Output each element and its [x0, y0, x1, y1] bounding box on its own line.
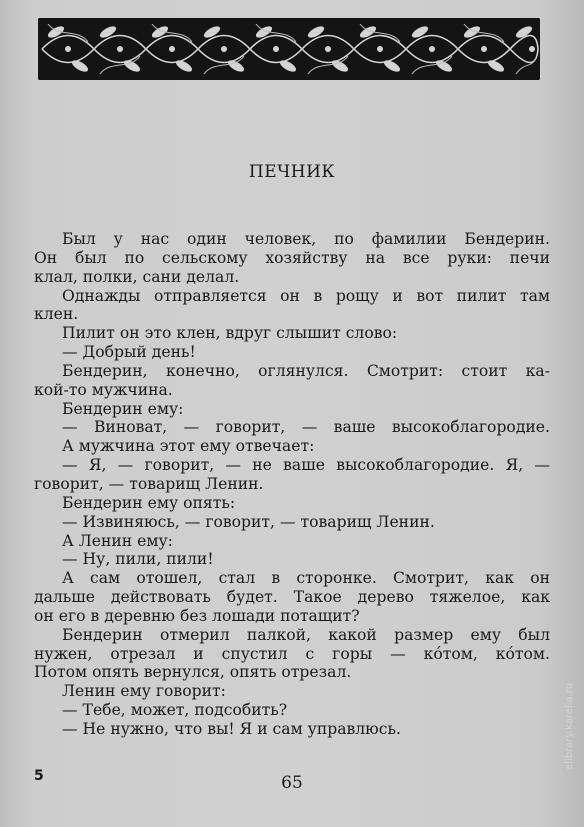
signature-mark: 5: [34, 768, 44, 784]
text-line: Был у нас один человек, по фамилии Бендерин.: [62, 230, 550, 248]
text-line: Ленин ему говорит:: [62, 682, 226, 701]
story-body: [34, 230, 550, 739]
text-line: — Я, — говорит, — не ваше высокоблагородие. Я, —: [62, 456, 550, 475]
text-line: клен.: [34, 305, 79, 324]
text-line: — Извиняюсь, — говорит, — товарищ Ленин.: [62, 512, 435, 531]
watermark: elibrary.karelia.ru: [564, 682, 575, 770]
text-line: А сам отошел, стал в сторонке. Смотрит, как он: [62, 569, 550, 588]
text-line: он его в деревню без лошади потащит?: [34, 606, 360, 625]
text-line: — Не нужно, что вы! Я и сам управлюсь.: [62, 719, 401, 738]
text-line: А мужчина этот ему отвечает:: [62, 437, 315, 456]
ornament-pattern-icon: [38, 18, 540, 80]
story-title: ПЕЧНИК: [248, 162, 336, 182]
text-line: Однажды отправляется он в рощу и вот пилит там: [62, 286, 550, 305]
text-line: Бендерин отмерил палкой, какой размер ему был: [62, 625, 550, 644]
text-line: Пилит он это клен, вдруг слышит слово:: [62, 324, 398, 343]
text-line: говорит, — товарищ Ленин.: [34, 474, 264, 493]
text-line: Он был по сельскому хозяйству на все руки: печи: [34, 248, 550, 267]
text-line: Бендерин ему:: [62, 399, 184, 418]
text-line: нужен, отрезал и спустил с горы — ко́том, ко́том.: [34, 644, 550, 663]
text-line: Потом опять вернулся, опять отрезал.: [34, 663, 352, 682]
page-number: 65: [281, 773, 303, 793]
text-line: дальше действовать будет. Такое дерево тяжелое, как: [34, 588, 550, 607]
text-line: Бендерин, конечно, оглянулся. Смотрит: стоит ка-: [62, 361, 550, 380]
text-line: Бендерин ему опять:: [62, 493, 236, 512]
text-line: А Ленин ему:: [62, 531, 173, 550]
text-line: — Тебе, может, подсобить?: [62, 701, 288, 720]
text-line: кой-то мужчина.: [34, 380, 173, 399]
text-line: — Виноват, — говорит, — ваше высокоблагородие.: [62, 418, 550, 437]
text-line: — Ну, пили, пили!: [62, 550, 214, 569]
decorative-header-ornament: [38, 18, 540, 80]
text-line: клал, полки, сани делал.: [34, 267, 240, 286]
text-line: — Добрый день!: [62, 343, 196, 362]
